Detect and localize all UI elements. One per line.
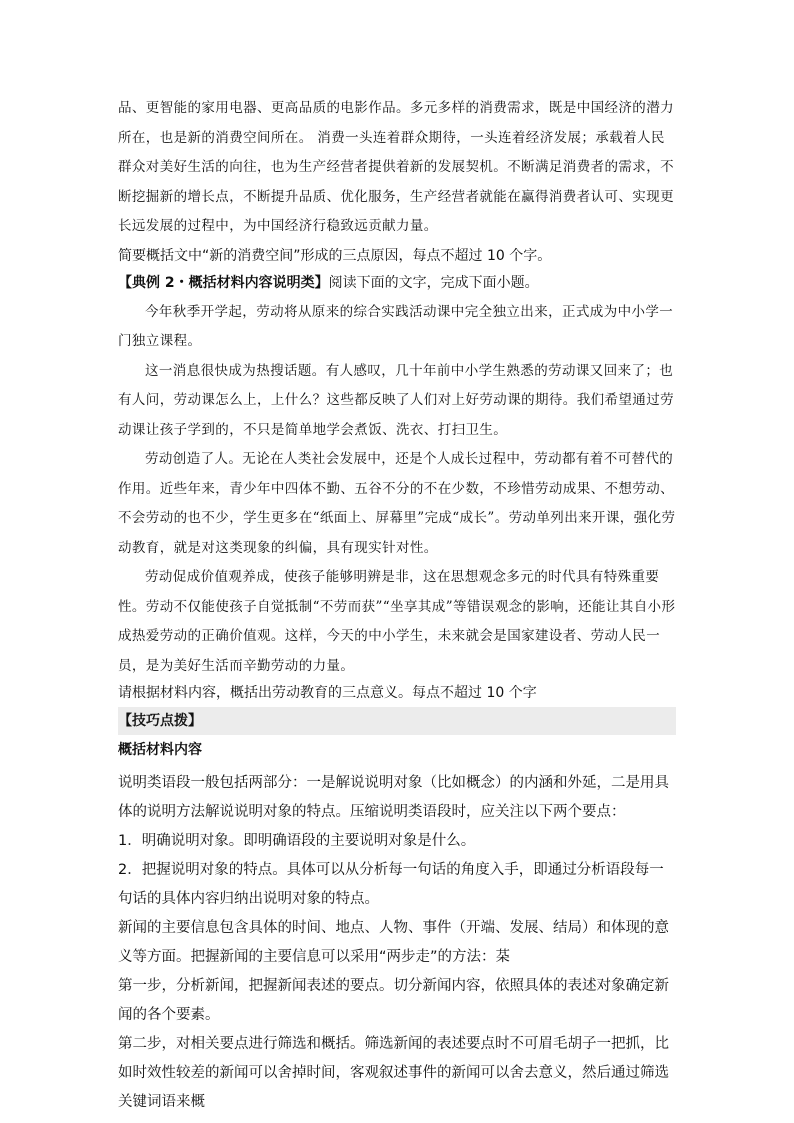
tips-sub-title: 概括材料内容: [118, 742, 202, 758]
tips-paragraph: 新闻的主要信息包含具体的时间、地点、人物、事件（开端、发展、结局）和体现的意义等方面。把握新闻的主要信息可以采用“两步走”的方法：䒳: [118, 920, 669, 965]
example-2-title: 【典例 2・概括材料内容说明类】: [118, 274, 329, 291]
example-2-instruction: 阅读下面的文字，完成下面小题。: [328, 274, 539, 291]
example-2-question: 请根据材料内容，概括出劳动教育的三点意义。每点不超过 10 个字: [118, 685, 537, 701]
tips-paragraph: 2．把握说明对象的特点。具体可以从分析每一句话的角度入手，即通过分析语段每一句话的具体内容归纳出说明对象的特点。: [118, 862, 664, 907]
continuation-paragraph: 品、更智能的家用电器、更高品质的电影作品。多元多样的消费需求，既是中国经济的潜力所在，也是新的消费空间所在。 消费一头连着群众期待，一头连着经济发展；承载着人民群众对美好生活的向往，也为生产经营者提供着新的发展契机。不断满足消费者的需求，不断挖掘新的增长点，不断提升品质、优化服务，生产经营者就能在赢得消费者认可、实现更长远发展的过程中，为中国经济行稳致远贡献力量。: [118, 100, 674, 234]
tips-paragraph: 1．明确说明对象。即明确语段的主要说明对象是什么。: [118, 833, 476, 849]
example-2-heading: [118, 270, 676, 296]
example-2-paragraph: 这一消息很快成为热搜话题。有人感叹，几十年前中小学生熟悉的劳动课又回来了；也有人问，劳动课怎么上，上什么？这些都反映了人们对上好劳动课的期待。我们希望通过劳动课让孩子学到的，不只是简单地学会煮饭、洗衣、打扫卫生。: [118, 362, 674, 438]
example-2-paragraph: 今年秋季开学起，劳动将从原来的综合实践活动课中完全独立出来，正式成为中小学一门独立课程。: [118, 303, 674, 349]
tips-paragraph: 第二步，对相关要点进行筛选和概括。筛选新闻的表述要点时不可眉毛胡子一把抓，比如时效性较差的新闻可以舍掉时间，客观叙述事件的新闻可以舍去意义，然后通过筛选关键词语来概: [118, 1036, 669, 1110]
example-2-paragraph: 劳动创造了人。无论在人类社会发展中，还是个人成长过程中，劳动都有着不可替代的作用。近些年来，青少年中四体不勤、五谷不分的不在少数，不珍惜劳动成果、不想劳动、不会劳动的也不少，学生更多在“纸面上、屏幕里”完成“成长”。劳动单列出来开课，强化劳动教育，就是对这类现象的纠偏，具有现实针对性。: [118, 451, 676, 556]
question-1: 简要概括文中“新的消费空间”形成的三点原因，每点不超过 10 个字。: [118, 247, 552, 264]
tips-paragraph: 说明类语段一般包括两部分：一是解说说明对象（比如概念）的内涵和外延，二是用具体的说明方法解说说明对象的特点。压缩说明类语段时，应关注以下两个要点：: [118, 775, 669, 820]
tips-paragraph: 第一步，分析新闻，把握新闻表述的要点。切分新闻内容，依照具体的表述对象确定新闻的各个要素。: [118, 978, 669, 1023]
tips-body: [118, 769, 676, 1117]
example-2-paragraph: 劳动促成价值观养成，使孩子能够明辨是非，这在思想观念多元的时代具有特殊重要性。劳动不仅能使孩子自觉抵制“不劳而获”“坐享其成”等错误观念的影响，还能让其自小形成热爱劳动的正确价值观。这样，今天的中小学生，未来就会是国家建设者、劳动人民一员，是为美好生活而辛勤劳动的力量。: [118, 569, 676, 674]
tips-band-heading: 【技巧点拨】: [118, 707, 676, 735]
